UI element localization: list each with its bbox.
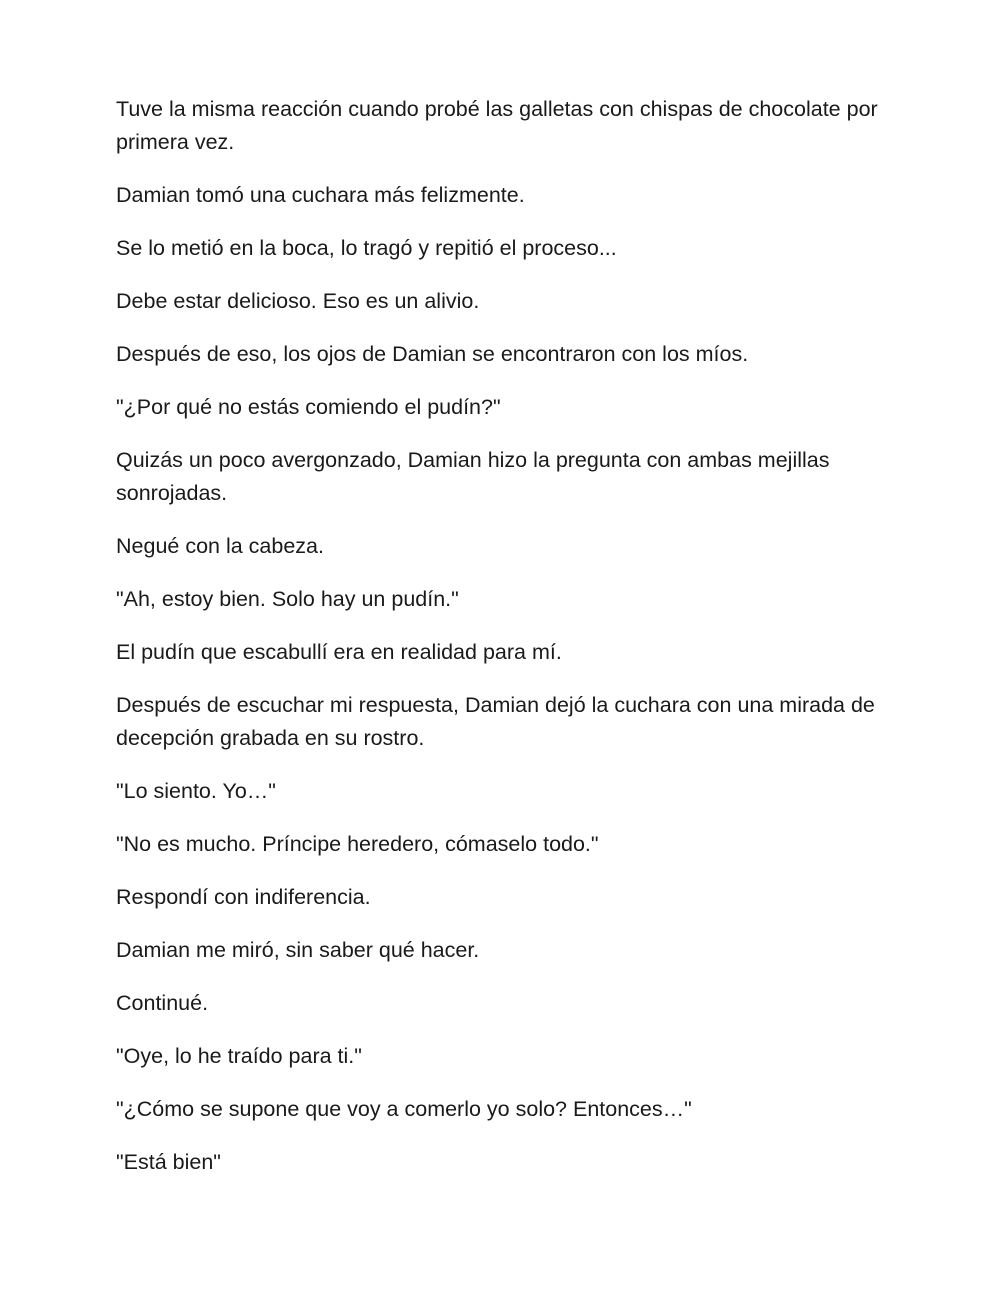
paragraph: "¿Por qué no estás comiendo el pudín?" xyxy=(116,395,501,419)
paragraph: Debe estar delicioso. Eso es un alivio. xyxy=(116,289,480,313)
document-body xyxy=(116,93,896,1199)
paragraph: Quizás un poco avergonzado, Damian hizo la pregunta con ambas mejillas sonrojadas. xyxy=(116,448,830,505)
paragraph: Se lo metió en la boca, lo tragó y repitió el proceso... xyxy=(116,236,617,260)
paragraph: Damian me miró, sin saber qué hacer. xyxy=(116,938,480,962)
paragraph: El pudín que escabullí era en realidad para mí. xyxy=(116,640,562,664)
paragraph: "Lo siento. Yo…" xyxy=(116,779,276,803)
paragraph: Tuve la misma reacción cuando probé las galletas con chispas de chocolate por primera vez. xyxy=(116,97,878,154)
paragraph: "Oye, lo he traído para ti." xyxy=(116,1044,362,1068)
paragraph: Después de eso, los ojos de Damian se encontraron con los míos. xyxy=(116,342,749,366)
paragraph: Respondí con indiferencia. xyxy=(116,885,371,909)
paragraph: "¿Cómo se supone que voy a comerlo yo solo? Entonces…" xyxy=(116,1097,692,1121)
paragraph: Después de escuchar mi respuesta, Damian dejó la cuchara con una mirada de decepción grabada en su rostro. xyxy=(116,693,875,750)
paragraph: Continué. xyxy=(116,991,209,1015)
paragraph: "Ah, estoy bien. Solo hay un pudín." xyxy=(116,587,459,611)
paragraph: Negué con la cabeza. xyxy=(116,534,324,558)
paragraph: "No es mucho. Príncipe heredero, cómaselo todo." xyxy=(116,832,599,856)
paragraph: "Está bien" xyxy=(116,1150,221,1174)
paragraph: Damian tomó una cuchara más felizmente. xyxy=(116,183,525,207)
